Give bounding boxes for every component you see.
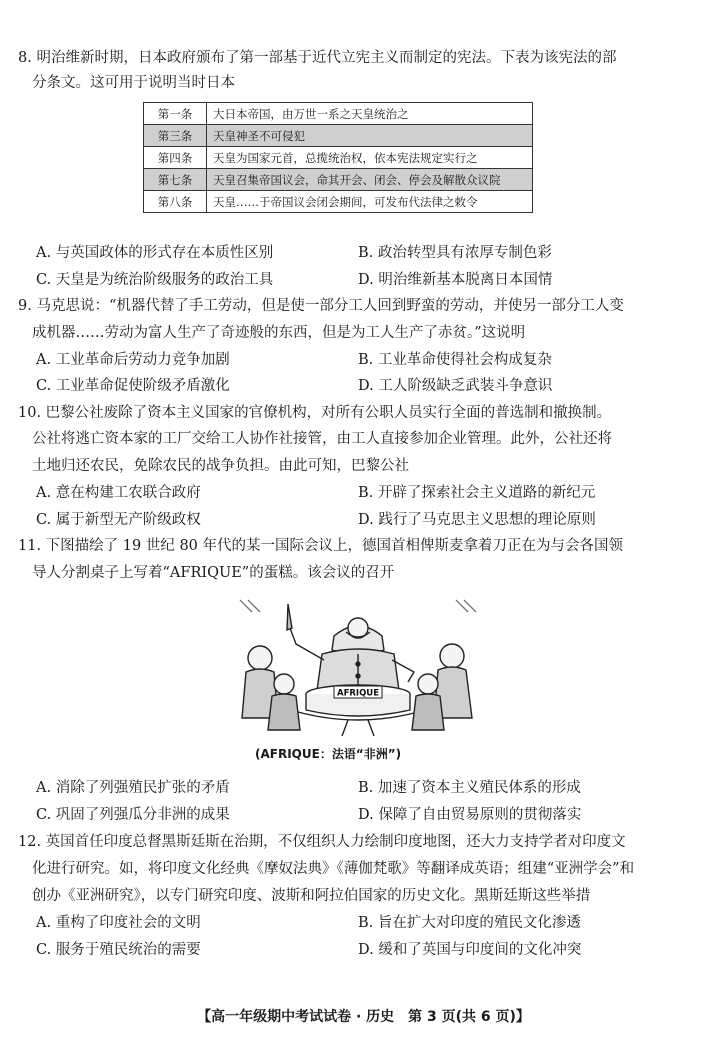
q8-stem-line2: 分条文。这可用于说明当时日本	[32, 75, 235, 91]
q11-option-d: D. 保障了自由贸易原则的贯彻落实	[358, 807, 582, 823]
q9-stem-line1: 9. 马克思说：“机器代替了手工劳动，但是使一部分工人回到野蛮的劳动，并使另一部分工人变	[18, 298, 624, 314]
q9-option-a: A. 工业革命后劳动力竞争加剧	[36, 352, 230, 368]
q10-stem-line3: 土地归还农民，免除农民的战争负担。由此可知，巴黎公社	[32, 458, 409, 474]
article-number: 第一条	[144, 103, 207, 125]
q10-option-a: A. 意在构建工农联合政府	[36, 485, 201, 501]
article-text: 大日本帝国，由万世一系之天皇统治之	[207, 103, 533, 125]
bismarck-cartoon-illustration	[238, 598, 478, 738]
article-number: 第七条	[144, 169, 207, 191]
table-row	[144, 147, 533, 169]
article-text: 天皇神圣不可侵犯	[207, 125, 533, 147]
q10-option-c: C. 属于新型无产阶级政权	[36, 512, 201, 528]
constitution-table	[143, 102, 533, 213]
article-text: 天皇为国家元首，总揽统治权，依本宪法规定实行之	[207, 147, 533, 169]
q10-stem-line1: 10. 巴黎公社废除了资本主义国家的官僚机构，对所有公职人员实行全面的普选制和撤换制。	[18, 405, 612, 421]
table-row	[144, 169, 533, 191]
q12-stem-line2: 化进行研究。如，将印度文化经典《摩奴法典》《薄伽梵歌》等翻译成英语；组建“亚洲学会”和	[32, 861, 635, 877]
table-row	[144, 103, 533, 125]
table-row	[144, 191, 533, 213]
q11-stem-line2: 导人分割桌子上写着“AFRIQUE”的蛋糕。该会议的召开	[32, 565, 395, 581]
q8-option-b: B. 政治转型具有浓厚专制色彩	[358, 245, 552, 261]
article-number: 第三条	[144, 125, 207, 147]
article-text: 天皇召集帝国议会，命其开会、闭会、停会及解散众议院	[207, 169, 533, 191]
q9-option-d: D. 工人阶级缺乏武装斗争意识	[358, 378, 553, 394]
article-text: 天皇……于帝国议会闭会期间，可发布代法律之敕令	[207, 191, 533, 213]
q10-option-b: B. 开辟了探索社会主义道路的新纪元	[358, 485, 596, 501]
q9-option-b: B. 工业革命使得社会构成复杂	[358, 352, 552, 368]
q12-stem-line3: 创办《亚洲研究》，以专门研究印度、波斯和阿拉伯国家的历史文化。黑斯廷斯这些举措	[32, 888, 591, 904]
q9-stem-line2: 成机器……劳动为富人生产了奇迹般的东西，但是为工人生产了赤贫。”这说明	[32, 325, 526, 341]
table-row	[144, 125, 533, 147]
q12-option-c: C. 服务于殖民统治的需要	[36, 942, 201, 958]
q10-option-d: D. 践行了马克思主义思想的理论原则	[358, 512, 596, 528]
article-number: 第四条	[144, 147, 207, 169]
cake-label: AFRIQUE	[336, 688, 380, 699]
q11-option-c: C. 巩固了列强瓜分非洲的成果	[36, 807, 230, 823]
q12-option-b: B. 旨在扩大对印度的殖民文化渗透	[358, 915, 581, 931]
q11-stem-line1: 11. 下图描绘了 19 世纪 80 年代的某一国际会议上，德国首相俾斯麦拿着刀正在为与会各国领	[18, 538, 624, 554]
q10-stem-line2: 公社将逃亡资本家的工厂交给工人协作社接管，由工人直接参加企业管理。此外，公社还将	[32, 431, 612, 447]
article-number: 第八条	[144, 191, 207, 213]
q9-option-c: C. 工业革命促使阶级矛盾激化	[36, 378, 230, 394]
q8-option-d: D. 明治维新基本脱离日本国情	[358, 272, 553, 288]
page-footer: 【高一年级期中考试试卷 · 历史 第 3 页(共 6 页)】	[197, 1009, 530, 1025]
cartoon-caption: (AFRIQUE：法语“非洲”)	[255, 747, 402, 761]
q8-option-c: C. 天皇是为统治阶级服务的政治工具	[36, 272, 274, 288]
q8-option-a: A. 与英国政体的形式存在本质性区别	[36, 245, 274, 261]
q12-option-a: A. 重构了印度社会的文明	[36, 915, 201, 931]
q12-option-d: D. 缓和了英国与印度间的文化冲突	[358, 942, 582, 958]
q8-stem-line1: 8. 明治维新时期，日本政府颁布了第一部基于近代立宪主义而制定的宪法。下表为该宪法的部	[18, 50, 617, 66]
q11-option-a: A. 消除了列强殖民扩张的矛盾	[36, 780, 230, 796]
q11-option-b: B. 加速了资本主义殖民体系的形成	[358, 780, 581, 796]
q12-stem-line1: 12. 英国首任印度总督黑斯廷斯在治期，不仅组织人力绘制印度地图，还大力支持学者对印度文	[18, 834, 626, 850]
